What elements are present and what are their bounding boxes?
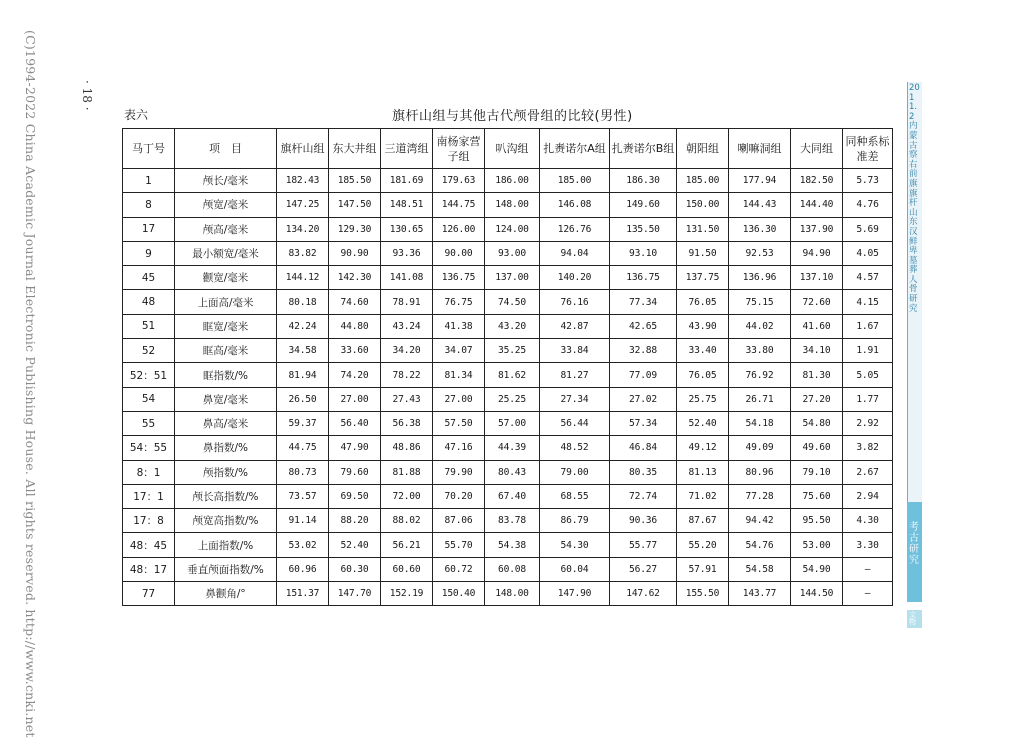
value-cell: 140.20 [540,266,610,290]
table-row [123,484,893,508]
table-row [123,411,893,435]
column-header: 喇嘛洞组 [729,129,791,169]
page-number-text: · 18 · [80,80,94,111]
value-cell: 93.10 [610,241,677,265]
value-cell: 137.10 [791,266,843,290]
value-cell: 91.14 [277,509,329,533]
item-cell: 颅指数/% [175,460,277,484]
value-cell: 41.38 [433,314,485,338]
value-cell: 81.13 [677,460,729,484]
value-cell: 44.02 [729,314,791,338]
value-cell: 33.84 [540,339,610,363]
copyright-watermark [18,30,38,738]
value-cell: 5.73 [843,169,893,193]
item-cell: 鼻指数/% [175,436,277,460]
value-cell: 148.51 [381,193,433,217]
item-cell: 上面高/毫米 [175,290,277,314]
value-cell: 92.53 [729,241,791,265]
value-cell: 91.50 [677,241,729,265]
table-row [123,314,893,338]
table-row [123,436,893,460]
value-cell: 59.37 [277,411,329,435]
martin-number-cell: 1 [123,169,175,193]
value-cell: 27.00 [329,387,381,411]
martin-number-cell: 8 [123,193,175,217]
value-cell: 60.30 [329,557,381,581]
value-cell: 80.96 [729,460,791,484]
value-cell: 90.90 [329,241,381,265]
value-cell: 179.63 [433,169,485,193]
value-cell: 131.50 [677,217,729,241]
value-cell: 55.20 [677,533,729,557]
value-cell: 79.10 [791,460,843,484]
value-cell: 79.00 [540,460,610,484]
value-cell: 134.20 [277,217,329,241]
value-cell: 34.07 [433,339,485,363]
table-row [123,533,893,557]
value-cell: 87.06 [433,509,485,533]
value-cell: 88.02 [381,509,433,533]
item-cell: 颅长高指数/% [175,484,277,508]
table-row [123,582,893,606]
martin-number-cell: 54 [123,387,175,411]
value-cell: 60.04 [540,557,610,581]
value-cell: 76.05 [677,290,729,314]
value-cell: 52.40 [329,533,381,557]
martin-number-cell: 17：1 [123,484,175,508]
value-cell: 78.22 [381,363,433,387]
value-cell: 53.02 [277,533,329,557]
column-header: 南杨家营子组 [433,129,485,169]
value-cell: 93.36 [381,241,433,265]
value-cell: 74.50 [485,290,540,314]
value-cell: — [843,557,893,581]
value-cell: 81.94 [277,363,329,387]
value-cell: 80.35 [610,460,677,484]
value-cell: 57.91 [677,557,729,581]
value-cell: 43.24 [381,314,433,338]
value-cell: 129.30 [329,217,381,241]
value-cell: 56.44 [540,411,610,435]
item-cell: 颅宽高指数/% [175,509,277,533]
value-cell: 150.40 [433,582,485,606]
value-cell: 135.50 [610,217,677,241]
value-cell: 2.67 [843,460,893,484]
value-cell: 94.04 [540,241,610,265]
table-row [123,193,893,217]
martin-number-cell: 48：17 [123,557,175,581]
table-label: 表六 [124,108,149,122]
martin-number-cell: 17 [123,217,175,241]
value-cell: 76.75 [433,290,485,314]
journal-mark-text: 文物 [909,611,916,626]
value-cell: 186.00 [485,169,540,193]
value-cell: 147.25 [277,193,329,217]
value-cell: 182.43 [277,169,329,193]
value-cell: 83.82 [277,241,329,265]
value-cell: 147.70 [329,582,381,606]
value-cell: 181.69 [381,169,433,193]
value-cell: 126.76 [540,217,610,241]
item-cell: 颅高/毫米 [175,217,277,241]
value-cell: 43.20 [485,314,540,338]
value-cell: 186.30 [610,169,677,193]
value-cell: 78.91 [381,290,433,314]
martin-number-cell: 55 [123,411,175,435]
value-cell: 144.40 [791,193,843,217]
table-row [123,241,893,265]
value-cell: 185.00 [677,169,729,193]
value-cell: 155.50 [677,582,729,606]
table-row [123,217,893,241]
value-cell: 34.58 [277,339,329,363]
martin-number-cell: 51 [123,314,175,338]
value-cell: 55.70 [433,533,485,557]
table-row [123,266,893,290]
value-cell: 71.02 [677,484,729,508]
value-cell: 1.67 [843,314,893,338]
value-cell: 79.90 [433,460,485,484]
value-cell: 90.36 [610,509,677,533]
value-cell: 86.79 [540,509,610,533]
value-cell: 54.30 [540,533,610,557]
value-cell: 80.18 [277,290,329,314]
value-cell: 46.84 [610,436,677,460]
value-cell: 47.16 [433,436,485,460]
value-cell: 67.40 [485,484,540,508]
item-cell: 鼻高/毫米 [175,411,277,435]
value-cell: 2.92 [843,411,893,435]
value-cell: 80.43 [485,460,540,484]
value-cell: 87.67 [677,509,729,533]
journal-mark [907,610,922,628]
value-cell: 44.75 [277,436,329,460]
value-cell: 95.50 [791,509,843,533]
value-cell: 68.55 [540,484,610,508]
column-header: 同种系标准差 [843,129,893,169]
value-cell: 81.27 [540,363,610,387]
value-cell: 69.50 [329,484,381,508]
value-cell: 4.57 [843,266,893,290]
table-row [123,363,893,387]
value-cell: 42.24 [277,314,329,338]
value-cell: 70.20 [433,484,485,508]
column-header: 朝阳组 [677,129,729,169]
column-header: 项 目 [175,129,277,169]
value-cell: 124.00 [485,217,540,241]
value-cell: 3.82 [843,436,893,460]
value-cell: 25.75 [677,387,729,411]
value-cell: 81.62 [485,363,540,387]
value-cell: 143.77 [729,582,791,606]
value-cell: 83.78 [485,509,540,533]
item-cell: 颅长/毫米 [175,169,277,193]
value-cell: 44.39 [485,436,540,460]
column-header: 旗杆山组 [277,129,329,169]
value-cell: 27.43 [381,387,433,411]
journal-side-strip [907,82,923,642]
value-cell: 182.50 [791,169,843,193]
item-cell: 眶高/毫米 [175,339,277,363]
value-cell: 76.05 [677,363,729,387]
table-row [123,290,893,314]
value-cell: 44.80 [329,314,381,338]
value-cell: 49.12 [677,436,729,460]
value-cell: 27.02 [610,387,677,411]
value-cell: 41.60 [791,314,843,338]
table-row [123,339,893,363]
value-cell: 148.00 [485,193,540,217]
item-cell: 最小额宽/毫米 [175,241,277,265]
value-cell: 42.65 [610,314,677,338]
item-cell: 眶宽/毫米 [175,314,277,338]
value-cell: 56.27 [610,557,677,581]
value-cell: 42.87 [540,314,610,338]
value-cell: 76.16 [540,290,610,314]
value-cell: 185.00 [540,169,610,193]
value-cell: 27.20 [791,387,843,411]
value-cell: 81.88 [381,460,433,484]
item-cell: 颧宽/毫米 [175,266,277,290]
value-cell: 136.75 [433,266,485,290]
value-cell: 77.28 [729,484,791,508]
value-cell: 4.15 [843,290,893,314]
value-cell: 144.12 [277,266,329,290]
value-cell: 26.50 [277,387,329,411]
value-cell: 144.43 [729,193,791,217]
value-cell: 88.20 [329,509,381,533]
table-body [123,169,893,606]
value-cell: 52.40 [677,411,729,435]
martin-number-cell: 8：1 [123,460,175,484]
value-cell: 185.50 [329,169,381,193]
value-cell: 56.38 [381,411,433,435]
value-cell: 76.92 [729,363,791,387]
section-tab [907,502,922,602]
column-header: 扎赉诺尔A组 [540,129,610,169]
column-header: 马丁号 [123,129,175,169]
value-cell: 3.30 [843,533,893,557]
value-cell: 72.00 [381,484,433,508]
value-cell: 130.65 [381,217,433,241]
value-cell: 4.76 [843,193,893,217]
table-row [123,557,893,581]
table-row [123,387,893,411]
value-cell: 136.96 [729,266,791,290]
value-cell: 72.60 [791,290,843,314]
table-title: 旗杆山组与其他古代颅骨组的比较(男性) [392,109,633,124]
value-cell: 73.57 [277,484,329,508]
value-cell: 54.58 [729,557,791,581]
value-cell: 54.80 [791,411,843,435]
value-cell: 35.25 [485,339,540,363]
column-header: 扎赉诺尔B组 [610,129,677,169]
value-cell: 144.50 [791,582,843,606]
value-cell: — [843,582,893,606]
table-row [123,460,893,484]
value-cell: 126.00 [433,217,485,241]
table-row [123,169,893,193]
value-cell: 60.96 [277,557,329,581]
value-cell: 144.75 [433,193,485,217]
martin-number-cell: 77 [123,582,175,606]
martin-number-cell: 54：55 [123,436,175,460]
value-cell: 57.34 [610,411,677,435]
value-cell: 60.08 [485,557,540,581]
value-cell: 141.08 [381,266,433,290]
value-cell: 54.38 [485,533,540,557]
value-cell: 43.90 [677,314,729,338]
value-cell: 48.86 [381,436,433,460]
value-cell: 57.00 [485,411,540,435]
martin-number-cell: 52 [123,339,175,363]
section-tab-text: 考古研究 [909,522,919,566]
value-cell: 54.18 [729,411,791,435]
value-cell: 74.20 [329,363,381,387]
value-cell: 81.30 [791,363,843,387]
table-row [123,509,893,533]
value-cell: 77.34 [610,290,677,314]
value-cell: 34.20 [381,339,433,363]
value-cell: 5.05 [843,363,893,387]
value-cell: 149.60 [610,193,677,217]
value-cell: 79.60 [329,460,381,484]
value-cell: 94.90 [791,241,843,265]
value-cell: 56.21 [381,533,433,557]
column-header: 大同组 [791,129,843,169]
value-cell: 1.77 [843,387,893,411]
value-cell: 80.73 [277,460,329,484]
value-cell: 5.69 [843,217,893,241]
martin-number-cell: 17：8 [123,509,175,533]
page-number [80,80,96,130]
value-cell: 94.42 [729,509,791,533]
item-cell: 鼻颧角/° [175,582,277,606]
item-cell: 眶指数/% [175,363,277,387]
column-header: 叭沟组 [485,129,540,169]
value-cell: 25.25 [485,387,540,411]
value-cell: 152.19 [381,582,433,606]
value-cell: 2.94 [843,484,893,508]
value-cell: 137.00 [485,266,540,290]
martin-number-cell: 48：45 [123,533,175,557]
comparison-table [122,128,893,606]
value-cell: 27.00 [433,387,485,411]
value-cell: 49.60 [791,436,843,460]
value-cell: 4.05 [843,241,893,265]
value-cell: 146.08 [540,193,610,217]
column-header: 三道湾组 [381,129,433,169]
value-cell: 147.50 [329,193,381,217]
martin-number-cell: 52：51 [123,363,175,387]
value-cell: 60.72 [433,557,485,581]
value-cell: 90.00 [433,241,485,265]
copyright-watermark-text: (C)1994-2022 China Academic Journal Electronic Publishing House. All rights reserved. http://www.cnki.net [23,30,38,738]
value-cell: 137.90 [791,217,843,241]
value-cell: 136.75 [610,266,677,290]
martin-number-cell: 9 [123,241,175,265]
value-cell: 34.10 [791,339,843,363]
item-cell: 颅宽/毫米 [175,193,277,217]
value-cell: 137.75 [677,266,729,290]
value-cell: 93.00 [485,241,540,265]
value-cell: 150.00 [677,193,729,217]
martin-number-cell: 48 [123,290,175,314]
value-cell: 72.74 [610,484,677,508]
value-cell: 26.71 [729,387,791,411]
value-cell: 142.30 [329,266,381,290]
value-cell: 75.60 [791,484,843,508]
journal-running-head [907,82,922,502]
column-header: 东大井组 [329,129,381,169]
journal-running-head-text: 2011.2 内蒙古察右前旗旗杆山东汉鲜卑墓葬人骨研究 [909,83,920,314]
value-cell: 60.60 [381,557,433,581]
value-cell: 177.94 [729,169,791,193]
value-cell: 1.91 [843,339,893,363]
item-cell: 上面指数/% [175,533,277,557]
value-cell: 148.00 [485,582,540,606]
value-cell: 47.90 [329,436,381,460]
value-cell: 56.40 [329,411,381,435]
value-cell: 77.09 [610,363,677,387]
value-cell: 54.90 [791,557,843,581]
value-cell: 57.50 [433,411,485,435]
value-cell: 33.60 [329,339,381,363]
value-cell: 147.90 [540,582,610,606]
value-cell: 74.60 [329,290,381,314]
value-cell: 53.00 [791,533,843,557]
value-cell: 32.88 [610,339,677,363]
martin-number-cell: 45 [123,266,175,290]
item-cell: 垂直颅面指数/% [175,557,277,581]
value-cell: 49.09 [729,436,791,460]
value-cell: 33.80 [729,339,791,363]
value-cell: 4.30 [843,509,893,533]
value-cell: 54.76 [729,533,791,557]
value-cell: 55.77 [610,533,677,557]
value-cell: 81.34 [433,363,485,387]
value-cell: 151.37 [277,582,329,606]
value-cell: 75.15 [729,290,791,314]
table-header-row [123,129,893,169]
value-cell: 33.40 [677,339,729,363]
value-cell: 136.30 [729,217,791,241]
item-cell: 鼻宽/毫米 [175,387,277,411]
value-cell: 147.62 [610,582,677,606]
value-cell: 48.52 [540,436,610,460]
value-cell: 27.34 [540,387,610,411]
